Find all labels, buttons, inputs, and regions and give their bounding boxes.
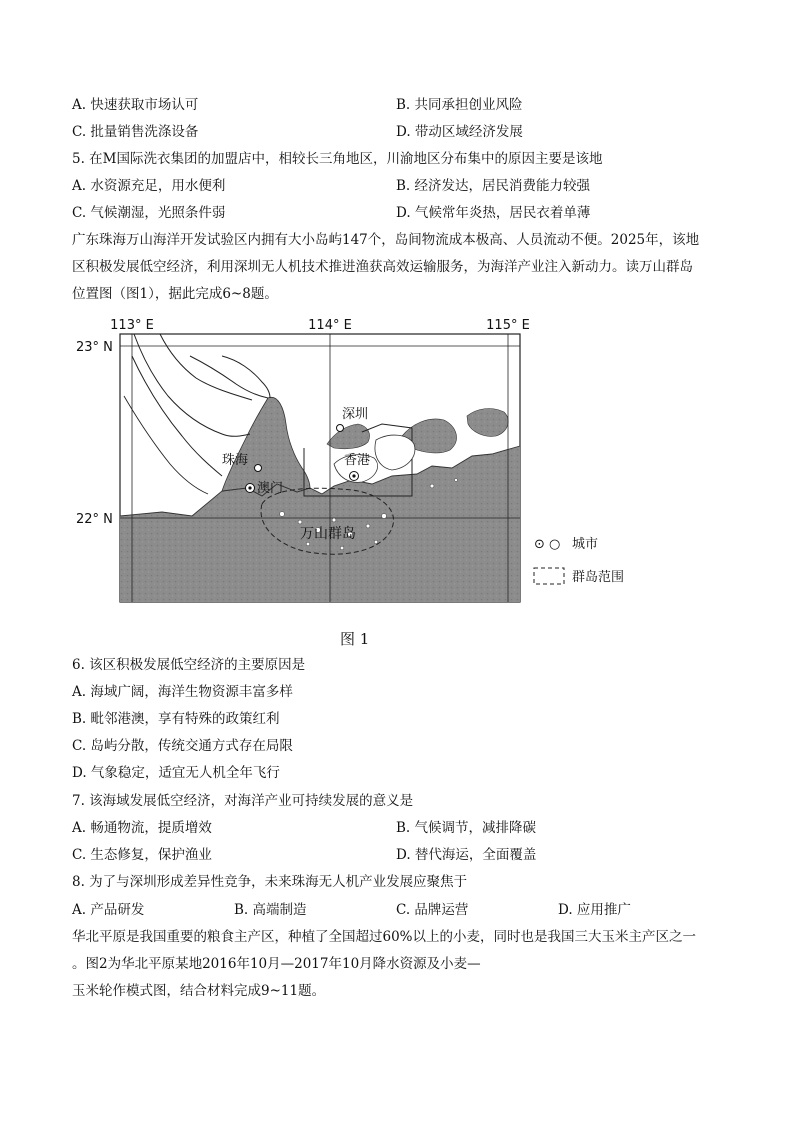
q4-option-c: C. 批量销售洗涤设备 xyxy=(72,124,199,140)
q7-stem: 7. 该海域发展低空经济，对海洋产业可持续发展的意义是 xyxy=(72,793,414,809)
city-label-zhuhai: 珠海 xyxy=(222,453,249,468)
q6-option-b: B. 毗邻港澳，享有特殊的政策红利 xyxy=(72,711,280,727)
q5-option-c: C. 气候潮湿，光照条件弱 xyxy=(72,205,226,221)
q8-stem: 8. 为了与深圳形成差异性竞争，未来珠海无人机产业发展应聚焦于 xyxy=(72,874,468,890)
passage2-line3: 玉米轮作模式图，结合材料完成9~11题。 xyxy=(72,983,326,999)
passage2-line1: 华北平原是我国重要的粮食主产区，种植了全国超过60%以上的小麦，同时也是我国三大玉米主产区之一 xyxy=(72,929,697,945)
q7-option-d: D. 替代海运，全面覆盖 xyxy=(396,847,537,863)
city-label-shenzhen: 深圳 xyxy=(342,407,369,422)
q7-option-c: C. 生态修复，保护渔业 xyxy=(72,847,212,863)
q6-option-c: C. 岛屿分散，传统交通方式存在局限 xyxy=(72,738,293,754)
lon-label-113: 113° E xyxy=(110,318,154,333)
q7-option-b: B. 气候调节，减排降碳 xyxy=(396,820,537,836)
q4-option-b: B. 共同承担创业风险 xyxy=(396,97,523,113)
zhuhai-city-symbol xyxy=(255,465,262,472)
legend-island-range-label: 群岛范围 xyxy=(572,570,625,585)
shenzhen-city-symbol xyxy=(337,425,344,432)
city-label-macau: 澳门 xyxy=(257,481,284,496)
q5-option-b: B. 经济发达，居民消费能力较强 xyxy=(396,178,591,194)
q8-option-d: D. 应用推广 xyxy=(558,902,631,918)
figure-caption: 图 1 xyxy=(340,630,370,648)
macau-city-dot xyxy=(248,486,251,489)
lat-label-23: 23° N xyxy=(76,340,113,355)
passage2-line2: 。图2为华北平原某地2016年10月—2017年10月降水资源及小麦— xyxy=(72,956,481,972)
passage1-line2: 区积极发展低空经济，利用深圳无人机技术推进渔获高效运输服务，为海洋产业注入新动力。读万山群岛 xyxy=(72,259,693,275)
legend-city-symbol: ⊙ ○ xyxy=(534,537,561,552)
q6-option-a: A. 海域广阔，海洋生物资源丰富多样 xyxy=(72,684,293,700)
passage1-line3: 位置图（图1），据此完成6~8题。 xyxy=(72,286,278,302)
legend-island-range-symbol xyxy=(534,568,564,584)
hongkong-city-dot xyxy=(352,474,355,477)
q5-option-a: A. 水资源充足，用水便利 xyxy=(72,178,226,194)
island-group-label: 万山群岛 xyxy=(300,526,356,542)
lat-label-22: 22° N xyxy=(76,512,113,527)
legend-city-label: 城市 xyxy=(572,537,599,552)
q5-stem: 5. 在M国际洗衣集团的加盟店中，相较长三角地区，川渝地区分布集中的原因主要是该地 xyxy=(72,151,603,167)
q6-option-d: D. 气象稳定，适宜无人机全年飞行 xyxy=(72,765,280,781)
q4-option-a: A. 快速获取市场认可 xyxy=(72,97,199,113)
q6-stem: 6. 该区积极发展低空经济的主要原因是 xyxy=(72,657,306,673)
passage1-line1: 广东珠海万山海洋开发试验区内拥有大小岛屿147个，岛间物流成本极高、人员流动不便。2025年，该地 xyxy=(72,232,700,248)
lon-label-114: 114° E xyxy=(308,318,352,333)
q5-option-d: D. 气候常年炎热，居民衣着单薄 xyxy=(396,205,591,221)
q4-option-d: D. 带动区域经济发展 xyxy=(396,124,523,140)
q8-option-a: A. 产品研发 xyxy=(72,902,145,918)
q8-option-c: C. 品牌运营 xyxy=(396,902,469,918)
wanshan-islands-map xyxy=(72,316,652,616)
q7-option-a: A. 畅通物流，提质增效 xyxy=(72,820,212,836)
q8-option-b: B. 高端制造 xyxy=(234,902,307,918)
city-label-hongkong: 香港 xyxy=(344,453,371,468)
lon-label-115: 115° E xyxy=(486,318,530,333)
